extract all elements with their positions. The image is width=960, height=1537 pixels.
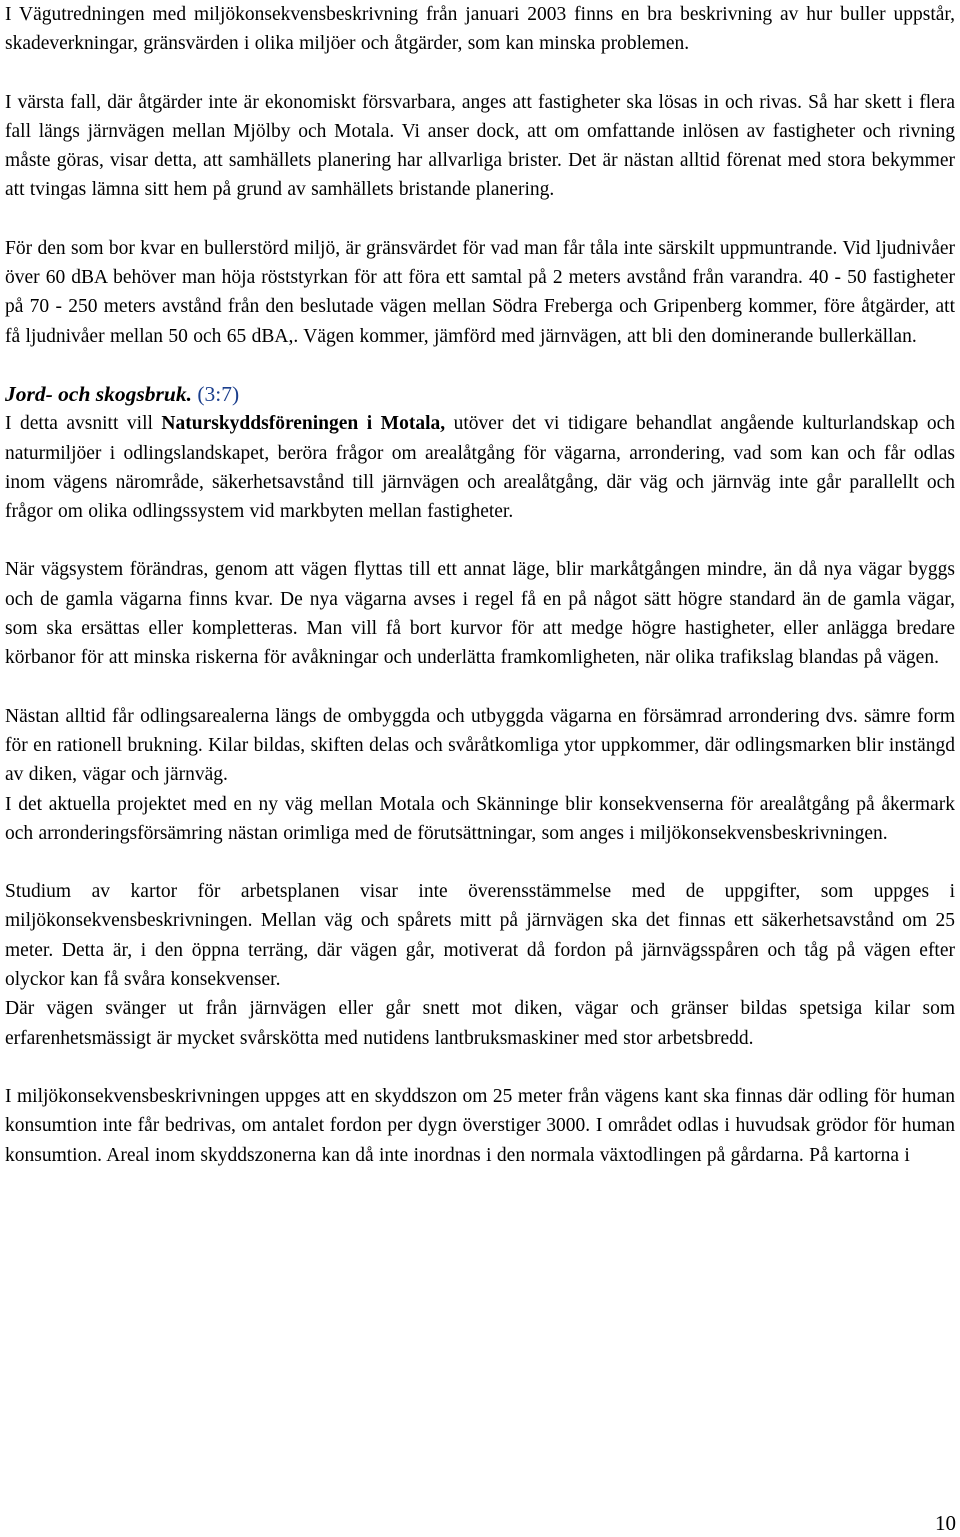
paragraph-section-intro-start: I detta avsnitt vill [5, 413, 162, 435]
section-heading [5, 380, 955, 409]
paragraph-noise-description: I Vägutredningen med miljökonsekvensbeskrivning från januari 2003 finns en bra beskrivning av hur buller uppstår, skadeverkningar, gränsvärden i olika miljöer och åtgärder, som kan minska problemen. [5, 4, 955, 55]
paragraph-spacer [5, 205, 955, 234]
paragraph-wedges: Där vägen svänger ut från järnvägen eller går snett mot diken, vägar och gränser bildas spetsiga kilar som erfarenhetsmässigt är mycket svårskötta med nutidens lantbruksmaskiner med stor arbetsbredd. [5, 998, 955, 1049]
paragraph-road-systems: När vägsystem förändras, genom att vägen flyttas till ett annat läge, blir markåtgången mindre, än då nya vägar byggs och de gamla vägarna finns kvar. De nya vägarna avses i regel få en på något sätt högre standard än de gamla vägar, som ska ersättas eller kompletteras. Man vill få bort kurvor för att medge högre hastigheter, eller anlägga bredare körbanor för att minska riskerna för avåkningar och underlätta framkomligheten, när olika trafikslag blandas på vägen. [5, 559, 955, 669]
paragraph-section-intro-rest: utöver det vi tidigare behandlat angående kulturlandskap och naturmiljöer i odlingslandskapet, beröra frågor om arealåtgång för vägarna, arrondering, vad som kan och får odlas inom vägens närområde, säkerhetsavstånd till järnvägen och arealåtgång, där väg och järnväg inte går parallellt och frågor om olika odlingssystem vid markbyten mellan fastigheter. [5, 413, 955, 523]
paragraph-spacer [5, 59, 955, 88]
paragraph-map-study: Studium av kartor för arbetsplanen visar inte överensstämmelse med de uppgifter, som uppges i miljökonsekvensbeskrivningen. Mellan väg och spårets mitt på järnvägen ska det finnas ett säkerhetsavstånd om 25 meter. Detta är, i den öppna terräng, där vägen går, motiverat då fordon på järnvägsspåren och tåg på vägen efter olyckor kan få svåra konsekvenser. [5, 881, 955, 991]
section-heading-title: Jord- och skogsbruk. [5, 381, 192, 406]
paragraph-current-project: I det aktuella projektet med en ny väg mellan Motala och Skänninge blir konsekvenserna för arealåtgång på åkermark och arronderingsförsämring nästan orimliga med de förutsättningar, som anges i miljökonsekvensbeskrivningen. [5, 793, 955, 844]
paragraph-spacer [5, 673, 955, 702]
paragraph-spacer [5, 848, 955, 877]
document-page [5, 0, 955, 1170]
organization-name: Naturskyddsföreningen i Motala, [161, 413, 446, 435]
section-heading-reference: (3:7) [197, 381, 240, 406]
paragraph-arrondering: Nästan alltid får odlingsarealerna längs de ombyggda och utbyggda vägarna en försämrad arrondering dvs. sämre form för en rationell brukning. Kilar bildas, skiften delas och svåråtkomliga ytor uppkommer, där odlingsmarken blir instängd av diken, vägar och järnväg. [5, 705, 955, 786]
page-number: 10 [935, 1511, 956, 1535]
paragraph-noise-limits: För den som bor kvar en bullerstörd miljö, är gränsvärdet för vad man får tåla inte särskilt uppmuntrande. Vid ljudnivåer över 60 dBA behöver man höja röststyrkan för att föra ett samtal på 2 meters avstånd från varandra. 40 - 50 fastigheter på 70 - 250 meters avstånd från den beslutade vägen mellan Södra Freberga och Gripenberg kommer, före åtgärder, att få ljudnivåer mellan 50 och 65 dBA,. Vägen kommer, jämförd med järnvägen, att bli den dominerande bullerkällan. [5, 237, 955, 347]
paragraph-spacer [5, 351, 955, 380]
paragraph-section-intro [5, 409, 955, 526]
paragraph-expropriation: I värsta fall, där åtgärder inte är ekonomiskt försvarbara, anges att fastigheter ska lösas in och rivas. Så har skett i flera fall längs järnvägen mellan Mjölby och Motala. Vi anser dock, att om omfattande inlösen av fastigheter och rivning måste göras, visar detta, att samhällets planering har allvarliga brister. Det är nästan alltid förenat med stora bekymmer att tvingas lämna sitt hem på grund av samhällets bristande planering. [5, 91, 955, 201]
paragraph-spacer [5, 1053, 955, 1082]
paragraph-spacer [5, 526, 955, 555]
paragraph-protection-zone: I miljökonsekvensbeskrivningen uppges att en skyddszon om 25 meter från vägens kant ska finnas där odling för human konsumtion inte får bedrivas, om antalet fordon per dygn överstiger 3000. I området odlas i huvudsak grödor för human konsumtion. Areal inom skyddszonerna kan då inte inordnas i den normala växtodlingen på gårdarna. På kartorna i [5, 1085, 955, 1166]
